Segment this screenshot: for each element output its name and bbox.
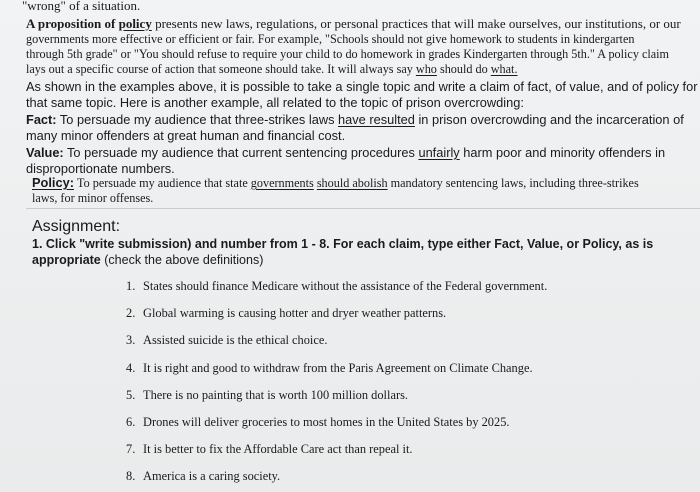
policy-definition-text-1: presents new laws, regulations, or personal practices that will make ourselves, our institutions, or our	[155, 16, 681, 31]
policy-example-line-2: laws, for minor offenses.	[32, 191, 154, 205]
list-item	[126, 415, 547, 442]
assignment-instruction	[32, 236, 672, 268]
fact-example-line-2: many minor offenders at great human and financial cost.	[26, 128, 346, 143]
fact-text-underlined: have resulted	[338, 112, 415, 127]
examples-intro-line-2: that same topic. Here is another example, all related to the topic of prison overcrowding:	[26, 95, 524, 110]
item-number: 8.	[126, 469, 136, 484]
policy-example-line-1	[32, 175, 639, 191]
item-text: Global warming is causing hotter and dryer weather patterns.	[143, 306, 447, 321]
value-text-underlined: unfairly	[418, 145, 460, 160]
list-item	[126, 469, 547, 492]
value-label: Value:	[26, 145, 64, 160]
policy-definition-line-2: governments more effective or efficient or fair. For example, "Schools should not give homework to students in kindergarten	[26, 32, 635, 46]
value-example-line-2: disproportionate numbers.	[26, 161, 175, 176]
list-item	[126, 306, 547, 333]
fact-text-b: in prison overcrowding and the incarceration of	[418, 112, 684, 127]
policy-definition-line-3: through 5th grade" or "You should refuse to require your child to do homework in grades Kindergarten through 5th." A policy claim	[26, 47, 670, 61]
list-item	[126, 442, 547, 469]
item-number: 7.	[126, 442, 136, 457]
policy-example-underlined-1: governments	[250, 176, 314, 190]
item-number: 3.	[126, 333, 136, 348]
policy-example-text-b: mandatory sentencing laws, including three-strikes	[390, 176, 639, 190]
policy-definition-line-1	[26, 16, 681, 32]
item-number: 2.	[126, 306, 136, 321]
item-text: States should finance Medicare without the assistance of the Federal government.	[143, 279, 548, 293]
policy-definition-line-4	[26, 62, 518, 77]
value-text-b: harm poor and minority offenders in	[463, 145, 666, 160]
fact-label: Fact:	[26, 112, 57, 127]
list-item	[126, 333, 547, 360]
item-text: Assisted suicide is the ethical choice.	[143, 333, 328, 348]
item-number: 6.	[126, 414, 136, 429]
assignment-instruction-rest: (check the above definitions)	[104, 253, 264, 267]
policy-example-text-a: To persuade my audience that state	[77, 176, 248, 190]
item-number: 1.	[126, 279, 136, 293]
list-item	[126, 279, 547, 306]
assignment-instruction-bold: 1. Click "write submission) and number from 1 - 8. For each claim, type either Fact, Value, or Policy, as is appropriate	[32, 237, 654, 267]
value-example-line-1	[26, 145, 665, 160]
value-text-a: To persuade my audience that current sentencing procedures	[67, 145, 415, 160]
item-text: It is better to fix the Affordable Care act than repeal it.	[143, 442, 413, 457]
policy-definition-text-4: lays out a specific course of action that someone should take. It will always say	[26, 62, 413, 76]
item-text: It is right and good to withdraw from the Paris Agreement on Climate Change.	[143, 360, 533, 375]
item-text: America is a caring society.	[143, 469, 281, 484]
assignment-heading: Assignment:	[32, 218, 121, 235]
item-number: 4.	[126, 360, 136, 375]
item-text: Drones will deliver groceries to most homes in the United States by 2025.	[143, 414, 510, 429]
policy-definition-mid: should do	[439, 62, 488, 76]
intro-fragment: "wrong" of a situation.	[22, 0, 141, 13]
policy-definition-what: what.	[490, 62, 518, 76]
policy-definition-lead: A proposition of	[26, 16, 116, 31]
item-text: There is no painting that is worth 100 million dollars.	[143, 387, 408, 402]
policy-definition-keyword: policy	[118, 16, 152, 31]
examples-intro-line-1: As shown in the examples above, it is possible to take a single topic and write a claim of fact, of value, and of policy for	[26, 79, 698, 94]
claims-list	[126, 279, 547, 492]
fact-text-a: To persuade my audience that three-strikes laws	[59, 112, 335, 127]
policy-definition-who: who	[415, 62, 437, 76]
policy-example-underlined-2: should abolish	[316, 176, 388, 190]
fact-example-line-1	[26, 112, 684, 127]
policy-example-label: Policy:	[32, 175, 74, 190]
section-divider	[26, 208, 700, 209]
list-item	[126, 388, 547, 415]
list-item	[126, 361, 547, 388]
item-number: 5.	[126, 387, 136, 402]
